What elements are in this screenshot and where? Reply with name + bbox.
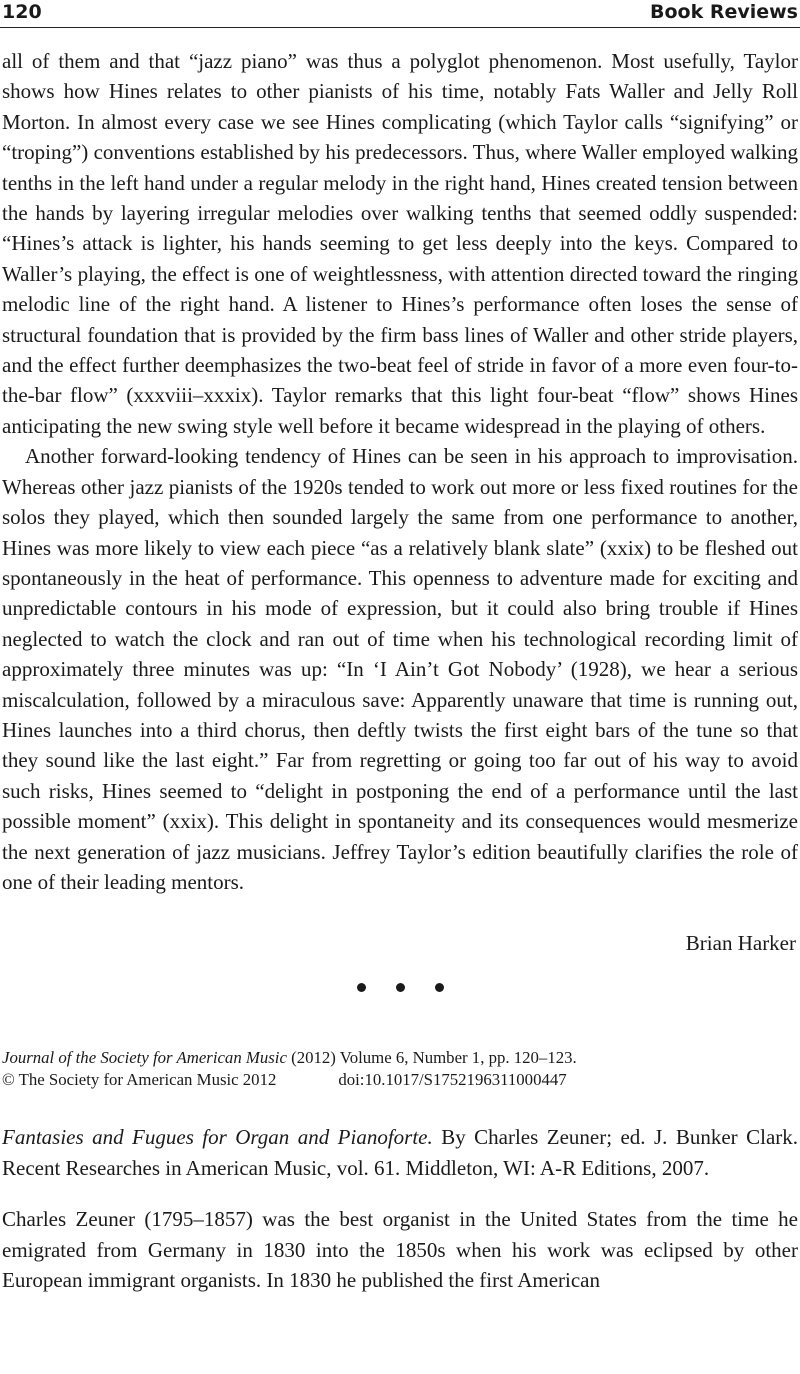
section-separator [2, 979, 798, 1009]
review-paragraph: Another forward-looking tendency of Hines can be seen in his approach to improvisation. Whereas other jazz pianists of the 1920s tended to work out more or less fixed routines for the solos they played, which then sounded largely the same from one performance to another, Hines was more likely to view each piece “as a relatively blank slate” (xxix) to be fleshed out spontaneously in the heat of performance. This openness to adventure made for exciting and unpredictable contours in his mode of expression, but it could also bring trouble if Hines neglected to watch the clock and ran out of time when his technological recording limit of approximately three minutes was up: “In ‘I Ain’t Got Nobody’ (1928), we hear a serious miscalculation, followed by a miraculous save: Apparently unaware that time is running out, Hines launches into a third chorus, then deftly twists the first eight bars of the tune so that they sound like the last eight.” Far from regretting or going too far out of his way to avoid such risks, Hines seemed to “delight in postponing the end of a performance until the last possible moment” (xxix). This delight in spontaneity and its consequences would mesmerize the next generation of jazz musicians. Jeffrey Taylor’s edition beautifully clarifies the role of one of their leading mentors. [2, 444, 798, 894]
citation-details: (2012) Volume 6, Number 1, pp. 120–123. [286, 1048, 577, 1068]
review-paragraph: all of them and that “jazz piano” was thus a polyglot phenomenon. Most usefully, Taylor shows how Hines relates to other pianists of his time, notably Fats Waller and Jelly Roll Morton. In almost every case we see Hines complicating (which Taylor calls “signifying” or “troping”) conventions established by his predecessors. Thus, where Waller employed walking tenths in the left hand under a regular melody in the right hand, Hines created tension between the hands by layering irregular melodies over walking tenths that seemed oddly suspended: “Hines’s attack is lighter, his hands seeming to get less deeply into the keys. Compared to Waller’s playing, the effect is one of weightlessness, with attention directed toward the ringing melodic line of the right hand. A listener to Hines’s performance often loses the sense of structural foundation that is provided by the firm bass lines of Waller and other stride players, and the effect further deemphasizes the two-beat feel of stride in favor of a more even four-to-the-bar flow” (xxxviii–xxxix). Taylor remarks that this light four-beat “flow” shows Hines anticipating the new swing style well before it became widespread in the playing of others. [2, 49, 798, 438]
work-details: By Charles Zeuner; ed. J. Bunker Clark. Recent Researches in American Music, vol. 61. Middleton, WI: A-R Editions, 2007. [2, 1125, 799, 1180]
reviewed-work-title [2, 1122, 798, 1183]
copyright-notice: © The Society for American Music 2012 [2, 1070, 277, 1090]
separator-dot-icon [435, 983, 444, 992]
review-paragraph: Charles Zeuner (1795–1857) was the best organist in the United States from the time he emigrated from Germany in 1830 into the 1850s when his work was eclipsed by other European immigrant organists. In 1830 he published the first American [2, 1207, 798, 1292]
running-header [0, 0, 800, 28]
journal-name: Journal of the Society for American Music [2, 1048, 287, 1068]
page-body [2, 46, 798, 1295]
doi-link[interactable]: doi:10.1017/S1752196311000447 [338, 1070, 567, 1090]
page-number: 120 [2, 1, 42, 23]
separator-dot-icon [396, 983, 405, 992]
citation-block [2, 1047, 798, 1091]
citation-line [2, 1047, 798, 1069]
reviewer-signature: Brian Harker [685, 931, 796, 956]
citation-line [2, 1069, 798, 1091]
work-title: Fantasies and Fugues for Organ and Pianoforte. [2, 1125, 433, 1150]
section-title: Book Reviews [649, 1, 798, 23]
separator-dot-icon [357, 983, 366, 992]
